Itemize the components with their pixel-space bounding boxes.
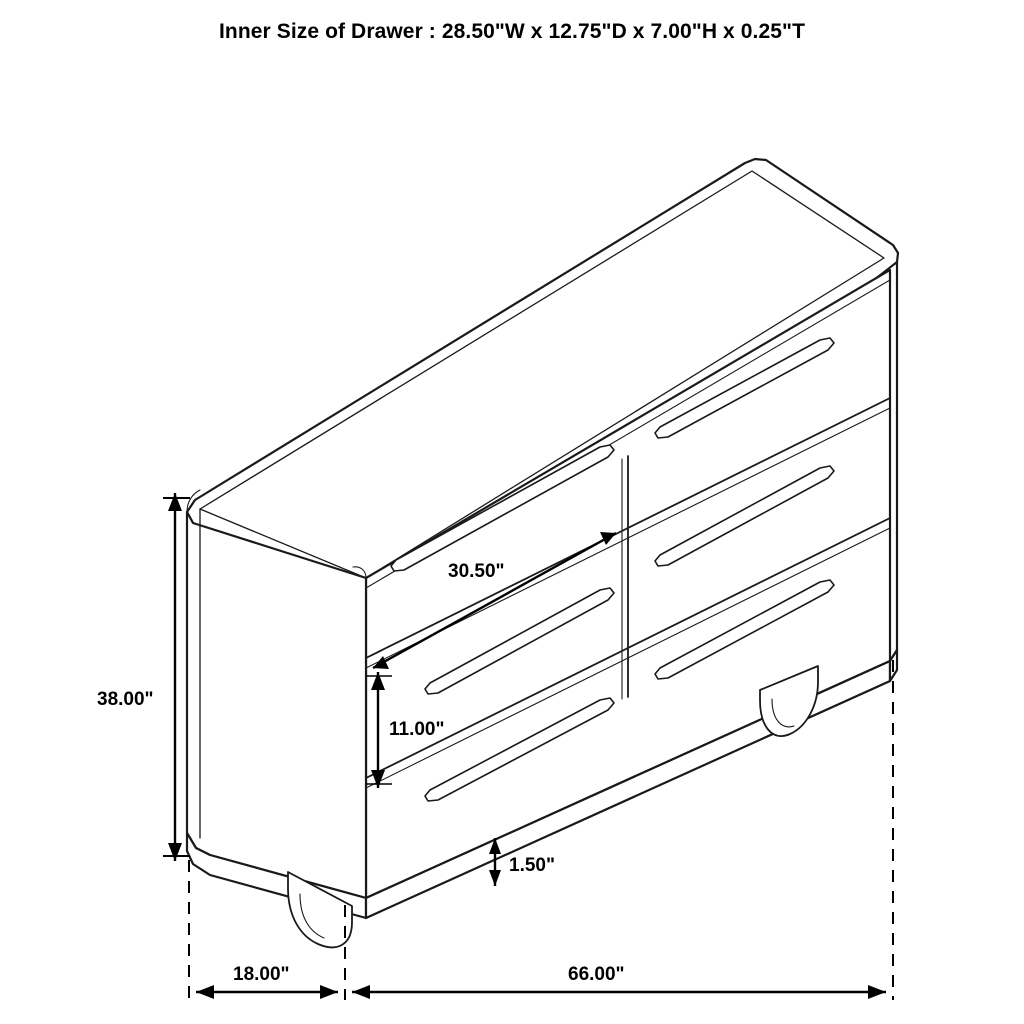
page-title: Inner Size of Drawer : 28.50"W x 12.75"D x 7.00"H x 0.25"T bbox=[218, 20, 806, 43]
dimension-label-drawer-front-height: 11.00" bbox=[389, 719, 445, 740]
dimension-label-width: 66.00" bbox=[568, 964, 625, 985]
dimension-label-base-clearance: 1.50" bbox=[509, 855, 555, 876]
dimension-label-overall-height: 38.00" bbox=[97, 689, 154, 710]
dimension-label-depth: 18.00" bbox=[233, 964, 290, 985]
dimension-label-drawer-inner-width: 30.50" bbox=[448, 561, 505, 582]
